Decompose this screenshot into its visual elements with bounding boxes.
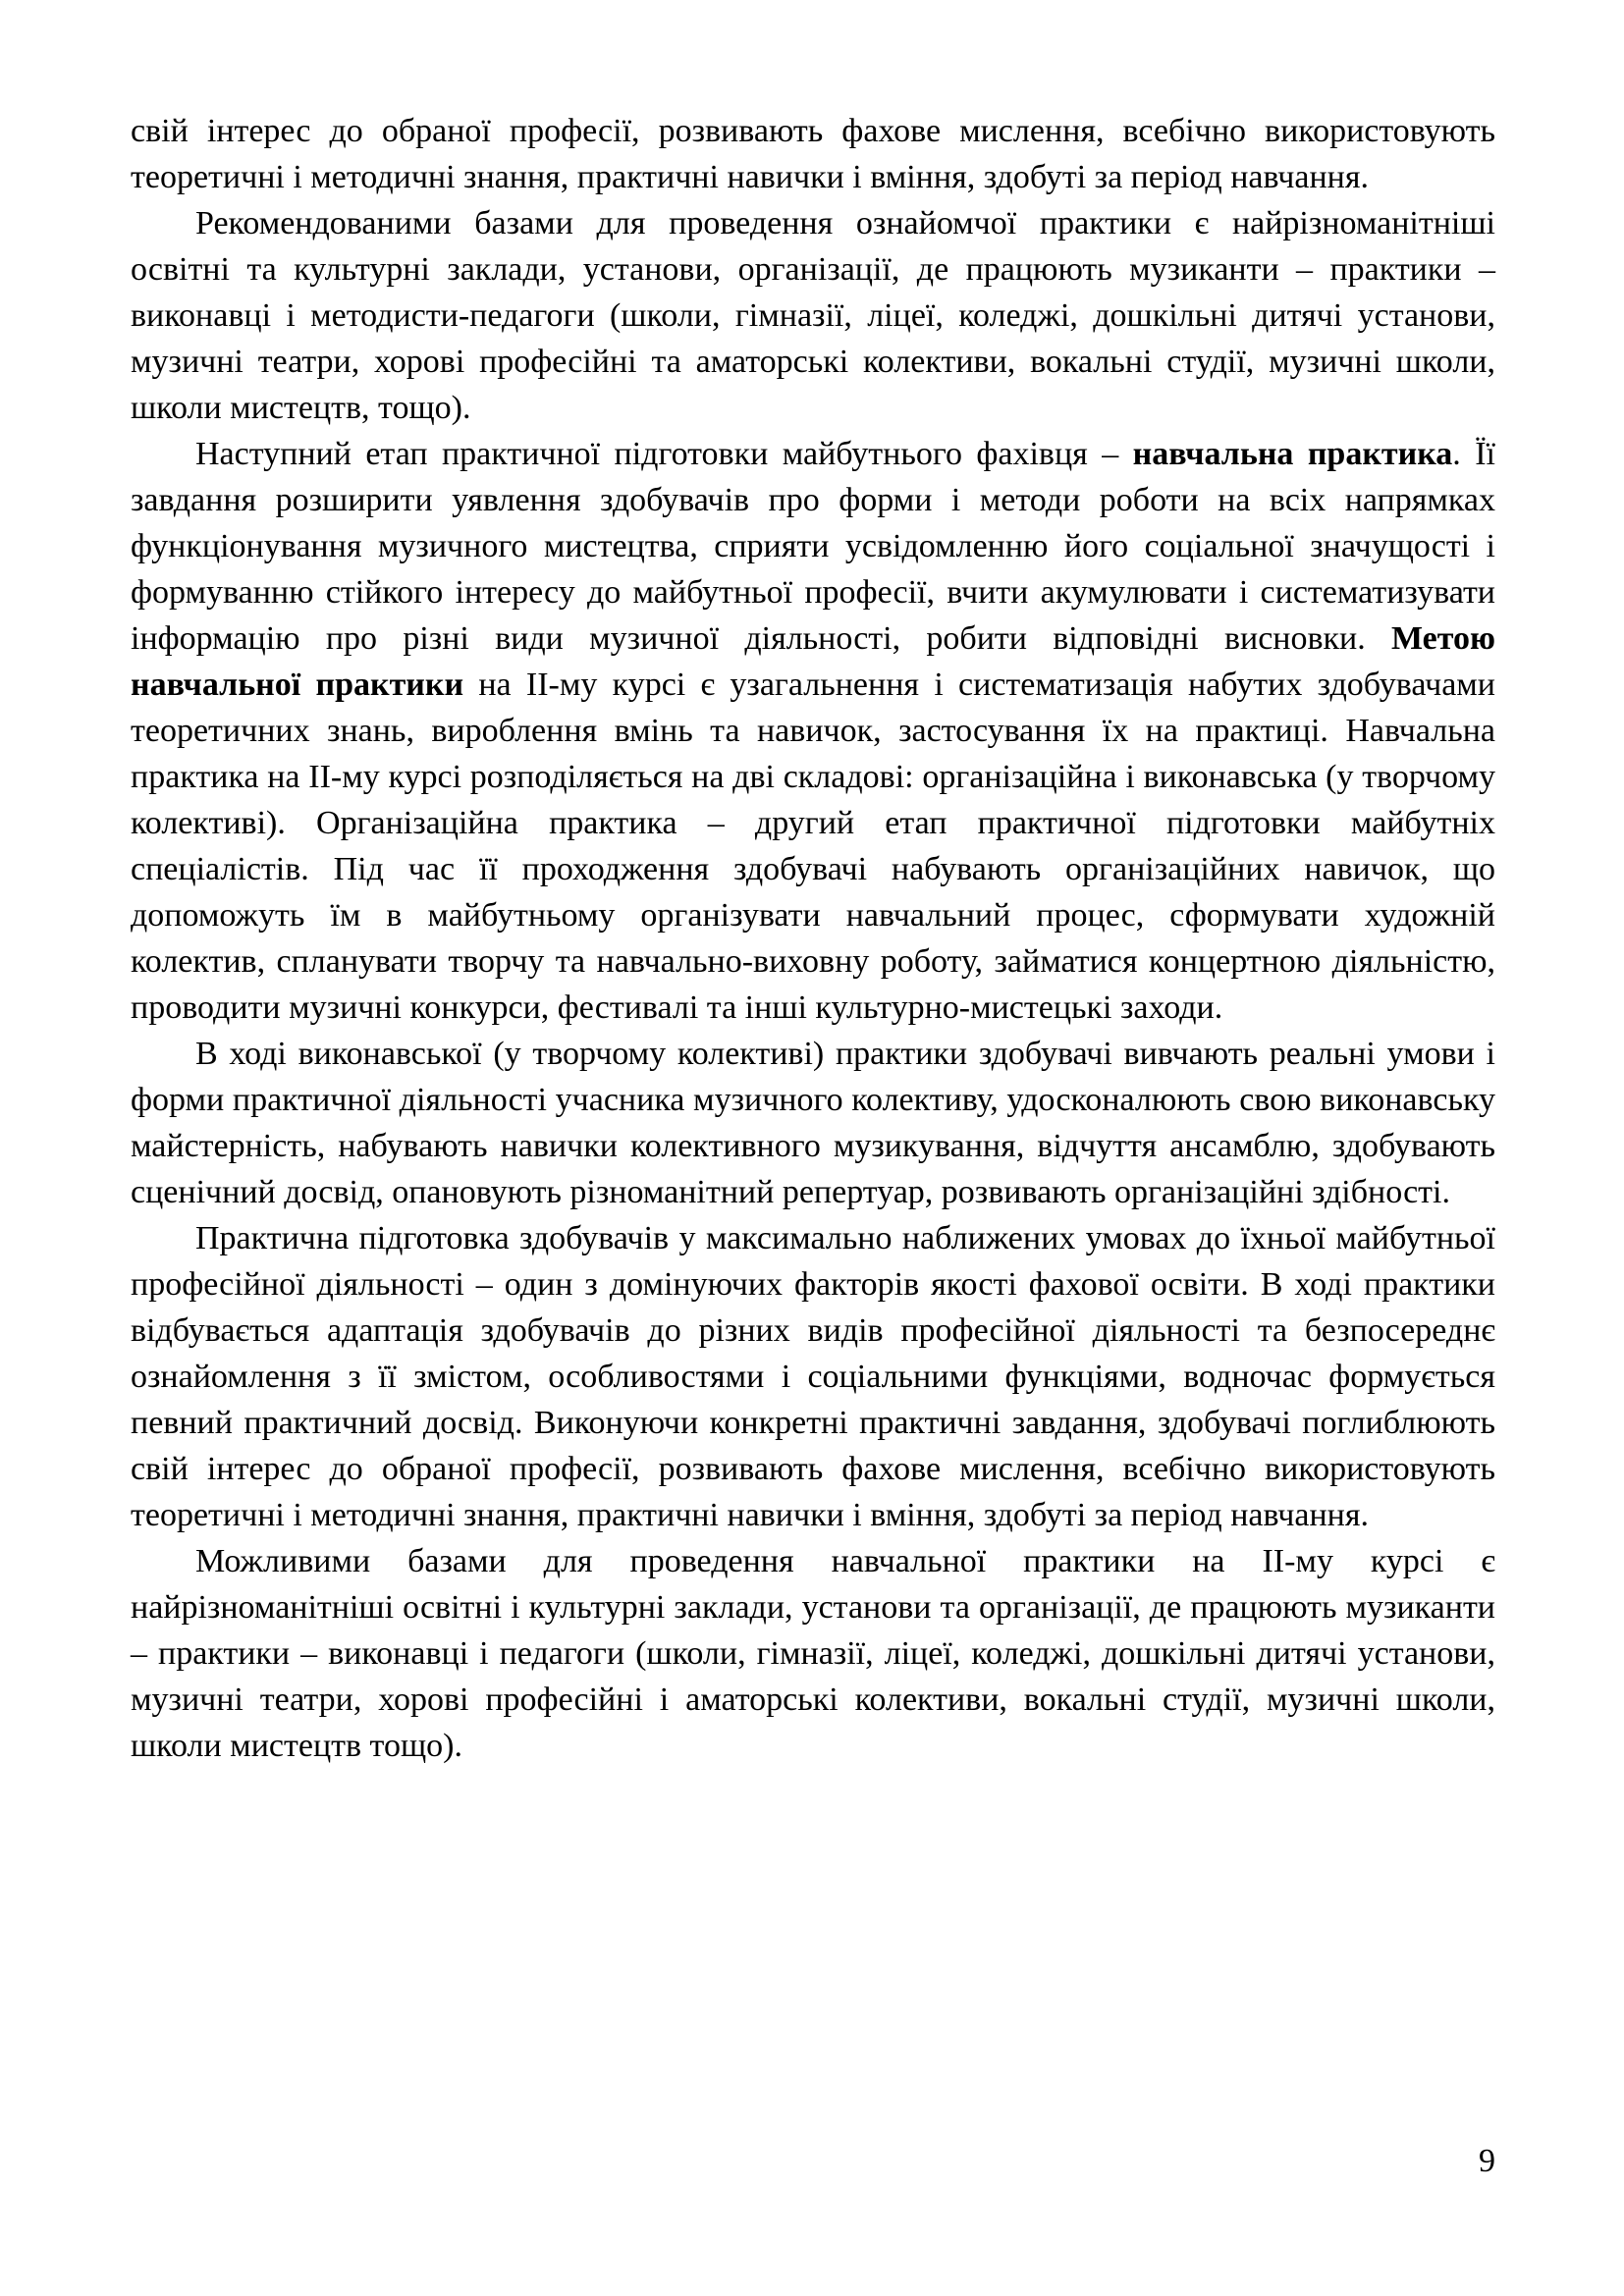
text-run: Наступний етап практичної підготовки майбутнього фахівця – [195,436,1133,472]
text-run: Можливими базами для проведення навчальної практики на ІІ-му курсі є найрізноманітніші освітні і культурні заклади, установи та організації, де працюють музиканти – практики – виконавці і педагоги (школи, гімназії, ліцеї, коледжі, дошкільні дитячі установи, музичні театри, хорові професійні і аматорські колективи, вокальні студії, музичні школи, школи мистецтв тощо). [131,1543,1495,1764]
paragraph [131,1215,1495,1538]
document-body [131,108,1495,1769]
paragraph [131,1538,1495,1769]
paragraph [131,1031,1495,1215]
page-number: 9 [1479,2143,1495,2179]
text-run: Практична підготовка здобувачів у максимально наближених умовах до їхньої майбутньої професійної діяльності – один з домінуючих факторів якості фахової освіти. В ході практики відбувається адаптація здобувачів до різних видів професійної діяльності та безпосереднє ознайомлення з її змістом, особливостями і соціальними функціями, водночас формується певний практичний досвід. Виконуючи конкретні практичні завдання, здобувачі поглиблюють свій інтерес до обраної професії, розвивають фахове мислення, всебічно використовують теоретичні і методичні знання, практичні навички і вміння, здобуті за період навчання. [131,1220,1495,1533]
text-run: свій інтерес до обраної професії, розвивають фахове мислення, всебічно використовують теоретичні і методичні знання, практичні навички і вміння, здобуті за період навчання. [131,113,1495,195]
bold-text-run: навчальна практика [1132,436,1453,472]
text-run: Рекомендованими базами для проведення ознайомчої практики є найрізноманітніші освітні та культурні заклади, установи, організації, де працюють музиканти – практики – виконавці і методисти-педагоги (школи, гімназії, ліцеї, коледжі, дошкільні дитячі установи, музичні театри, хорові професійні та аматорські колективи, вокальні студії, музичні школи, школи мистецтв, тощо). [131,205,1495,426]
text-run: . Її завдання розширити уявлення здобувачів про форми і методи роботи на всіх напрямках функціонування музичного мистецтва, сприяти усвідомленню його соціальної значущості і формуванню стійкого інтересу до майбутньої професії, вчити акумулювати і систематизувати інформацію про різні види музичної діяльності, робити відповідні висновки. [131,436,1495,657]
paragraph [131,108,1495,200]
bold-text-run: Метою навчальної практики [131,620,1495,703]
paragraph [131,200,1495,431]
text-run: В ході виконавської (у творчому колективі) практики здобувачі вивчають реальні умови і форми практичної діяльності учасника музичного колективу, удосконалюють свою виконавську майстерність, набувають навички колективного музикування, відчуття ансамблю, здобувають сценічний досвід, опановують різноманітний репертуар, розвивають організаційні здібності. [131,1036,1495,1210]
paragraph [131,431,1495,1031]
text-run: на ІІ-му курсі є узагальнення і систематизація набутих здобувачами теоретичних знань, вироблення вмінь та навичок, застосування їх на практиці. Навчальна практика на ІІ-му курсі розподіляється на дві складові: організаційна і виконавська (у творчому колективі). Організаційна практика – другий етап практичної підготовки майбутніх спеціалістів. Під час її проходження здобувачі набувають організаційних навичок, що допоможуть їм в майбутньому організувати навчальний процес, сформувати художній колектив, спланувати творчу та навчально-виховну роботу, займатися концертною діяльністю, проводити музичні конкурси, фестивалі та інші культурно-мистецькі заходи. [131,667,1495,1026]
